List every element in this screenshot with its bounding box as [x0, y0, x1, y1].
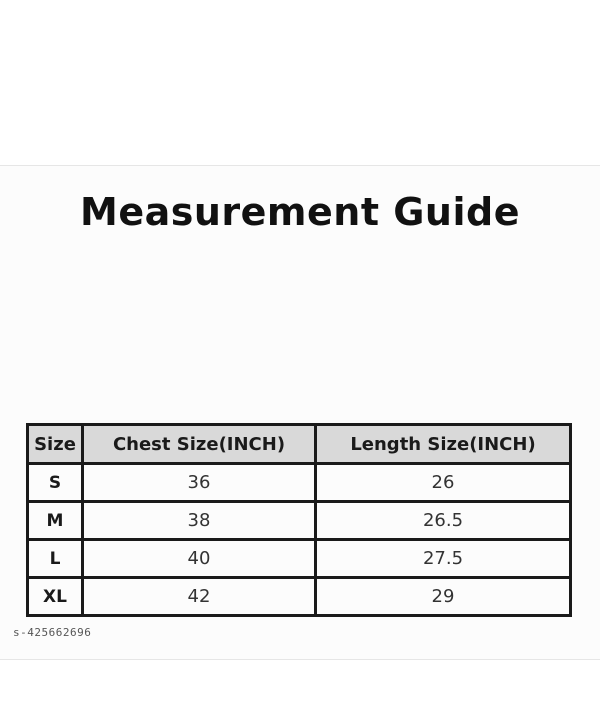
size-cell: L	[28, 540, 83, 578]
page-title: Measurement Guide	[80, 190, 520, 234]
table-row	[28, 502, 571, 540]
chest-cell: 40	[83, 540, 316, 578]
table-row	[28, 578, 571, 616]
table-header-row	[28, 425, 571, 464]
chest-cell: 42	[83, 578, 316, 616]
size-cell: S	[28, 464, 83, 502]
table-row	[28, 464, 571, 502]
chest-cell: 38	[83, 502, 316, 540]
length-cell: 26	[316, 464, 571, 502]
length-cell: 29	[316, 578, 571, 616]
length-cell: 27.5	[316, 540, 571, 578]
table-row	[28, 540, 571, 578]
chest-cell: 36	[83, 464, 316, 502]
watermark-id: s-425662696	[13, 626, 92, 639]
size-chart-table	[26, 423, 572, 617]
header-size: Size	[28, 425, 83, 464]
header-length-size: Length Size(INCH)	[316, 425, 571, 464]
length-cell: 26.5	[316, 502, 571, 540]
header-chest-size: Chest Size(INCH)	[83, 425, 316, 464]
size-cell: M	[28, 502, 83, 540]
size-cell: XL	[28, 578, 83, 616]
